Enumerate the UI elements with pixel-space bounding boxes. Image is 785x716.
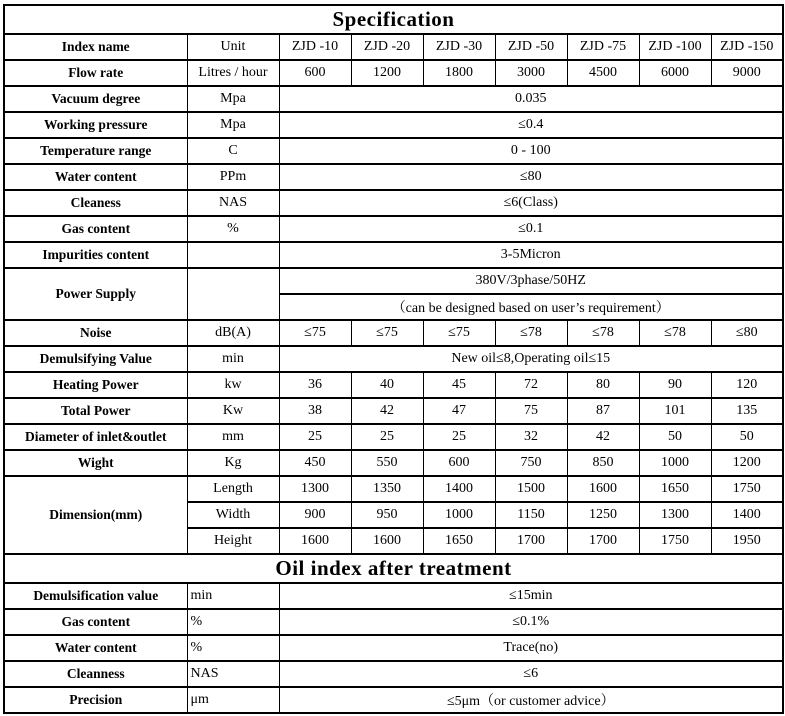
unit-cell: Kw — [187, 398, 279, 424]
value-cell: 101 — [639, 398, 711, 424]
value-cell: 1750 — [711, 476, 783, 502]
value-cell: 550 — [351, 450, 423, 476]
column-header: ZJD -75 — [567, 34, 639, 60]
row-label: Cleaness — [4, 190, 187, 216]
value-cell: 950 — [351, 502, 423, 528]
unit-cell: NAS — [187, 190, 279, 216]
value-cell: 1300 — [639, 502, 711, 528]
value-cell: 36 — [279, 372, 351, 398]
row-label: Temperature range — [4, 138, 187, 164]
value-cell: 38 — [279, 398, 351, 424]
value-cell: 120 — [711, 372, 783, 398]
value-cell: 1500 — [495, 476, 567, 502]
value-cell: 1600 — [567, 476, 639, 502]
value-cell: 4500 — [567, 60, 639, 86]
value-cell: 25 — [423, 424, 495, 450]
value-cell: ≤80 — [711, 320, 783, 346]
specification-table — [3, 4, 784, 714]
unit-cell — [187, 242, 279, 268]
unit-cell: Kg — [187, 450, 279, 476]
unit-cell: kw — [187, 372, 279, 398]
row-label: Precision — [4, 687, 187, 713]
value-cell: 1750 — [639, 528, 711, 554]
value-cell: ≤78 — [495, 320, 567, 346]
value-cell: 1650 — [423, 528, 495, 554]
unit-cell: μm — [187, 687, 279, 713]
row-label: Water content — [4, 635, 187, 661]
row-label: Total Power — [4, 398, 187, 424]
value-cell: 1250 — [567, 502, 639, 528]
value-cell: 6000 — [639, 60, 711, 86]
value-cell: 600 — [279, 60, 351, 86]
value-cell: 850 — [567, 450, 639, 476]
value-cell: 42 — [567, 424, 639, 450]
unit-cell: Width — [187, 502, 279, 528]
value-cell: 600 — [423, 450, 495, 476]
unit-cell: Litres / hour — [187, 60, 279, 86]
value-cell: 1150 — [495, 502, 567, 528]
row-label: Flow rate — [4, 60, 187, 86]
row-label: Heating Power — [4, 372, 187, 398]
column-header: ZJD -20 — [351, 34, 423, 60]
value-cell: 0.035 — [279, 86, 783, 112]
value-cell: 1800 — [423, 60, 495, 86]
value-cell: 1200 — [351, 60, 423, 86]
unit-cell: PPm — [187, 164, 279, 190]
unit-cell: % — [187, 635, 279, 661]
value-cell: ≤6 — [279, 661, 783, 687]
row-label: Cleanness — [4, 661, 187, 687]
value-cell: ≤15min — [279, 583, 783, 609]
row-label: Water content — [4, 164, 187, 190]
value-cell: 1650 — [639, 476, 711, 502]
value-cell: 50 — [711, 424, 783, 450]
value-cell: ≤5μm（or customer advice） — [279, 687, 783, 713]
value-cell: 1400 — [711, 502, 783, 528]
value-cell: 1000 — [639, 450, 711, 476]
value-cell: 80 — [567, 372, 639, 398]
value-cell: 380V/3phase/50HZ — [279, 268, 783, 294]
value-cell: 9000 — [711, 60, 783, 86]
row-label: Demulsifying Value — [4, 346, 187, 372]
column-header: ZJD -150 — [711, 34, 783, 60]
value-cell: 1350 — [351, 476, 423, 502]
value-cell: 25 — [279, 424, 351, 450]
unit-cell: Length — [187, 476, 279, 502]
value-cell: 1400 — [423, 476, 495, 502]
section-title: Oil index after treatment — [4, 554, 783, 583]
unit-cell: Mpa — [187, 86, 279, 112]
value-cell: （can be designed based on user’s requirement） — [279, 294, 783, 320]
value-cell: 1700 — [567, 528, 639, 554]
value-cell: 1300 — [279, 476, 351, 502]
column-header: ZJD -50 — [495, 34, 567, 60]
value-cell: ≤75 — [423, 320, 495, 346]
unit-cell: % — [187, 609, 279, 635]
value-cell: 42 — [351, 398, 423, 424]
value-cell: ≤78 — [567, 320, 639, 346]
value-cell: 900 — [279, 502, 351, 528]
unit-cell: min — [187, 583, 279, 609]
unit-cell: Height — [187, 528, 279, 554]
value-cell: 0 - 100 — [279, 138, 783, 164]
value-cell: 450 — [279, 450, 351, 476]
unit-cell: mm — [187, 424, 279, 450]
value-cell: ≤78 — [639, 320, 711, 346]
value-cell: ≤75 — [279, 320, 351, 346]
value-cell: 1000 — [423, 502, 495, 528]
unit-cell: C — [187, 138, 279, 164]
row-label: Gas content — [4, 609, 187, 635]
value-cell: ≤0.1% — [279, 609, 783, 635]
value-cell: 1700 — [495, 528, 567, 554]
value-cell: 87 — [567, 398, 639, 424]
unit-cell: Mpa — [187, 112, 279, 138]
row-label: Noise — [4, 320, 187, 346]
unit-header: Unit — [187, 34, 279, 60]
unit-cell: dB(A) — [187, 320, 279, 346]
row-label: Dimension(mm) — [4, 476, 187, 554]
value-cell: ≤75 — [351, 320, 423, 346]
value-cell: ≤0.1 — [279, 216, 783, 242]
value-cell: New oil≤8,Operating oil≤15 — [279, 346, 783, 372]
value-cell: 1600 — [351, 528, 423, 554]
row-label: Diameter of inlet&outlet — [4, 424, 187, 450]
value-cell: 1200 — [711, 450, 783, 476]
value-cell: 32 — [495, 424, 567, 450]
value-cell: 3-5Micron — [279, 242, 783, 268]
value-cell: ≤6(Class) — [279, 190, 783, 216]
value-cell: 1600 — [279, 528, 351, 554]
value-cell: 25 — [351, 424, 423, 450]
row-label: Index name — [4, 34, 187, 60]
column-header: ZJD -100 — [639, 34, 711, 60]
row-label: Vacuum degree — [4, 86, 187, 112]
value-cell: 40 — [351, 372, 423, 398]
value-cell: 750 — [495, 450, 567, 476]
row-label: Wight — [4, 450, 187, 476]
row-label: Gas content — [4, 216, 187, 242]
unit-cell: % — [187, 216, 279, 242]
value-cell: 135 — [711, 398, 783, 424]
unit-cell: min — [187, 346, 279, 372]
value-cell: Trace(no) — [279, 635, 783, 661]
row-label: Impurities content — [4, 242, 187, 268]
value-cell: 3000 — [495, 60, 567, 86]
row-label: Demulsification value — [4, 583, 187, 609]
row-label: Power Supply — [4, 268, 187, 320]
value-cell: 72 — [495, 372, 567, 398]
unit-cell: NAS — [187, 661, 279, 687]
unit-cell — [187, 268, 279, 320]
value-cell: 47 — [423, 398, 495, 424]
spec-title: Specification — [4, 5, 783, 34]
value-cell: 50 — [639, 424, 711, 450]
value-cell: 45 — [423, 372, 495, 398]
row-label: Working pressure — [4, 112, 187, 138]
value-cell: ≤80 — [279, 164, 783, 190]
value-cell: 90 — [639, 372, 711, 398]
column-header: ZJD -10 — [279, 34, 351, 60]
value-cell: 75 — [495, 398, 567, 424]
column-header: ZJD -30 — [423, 34, 495, 60]
value-cell: 1950 — [711, 528, 783, 554]
value-cell: ≤0.4 — [279, 112, 783, 138]
